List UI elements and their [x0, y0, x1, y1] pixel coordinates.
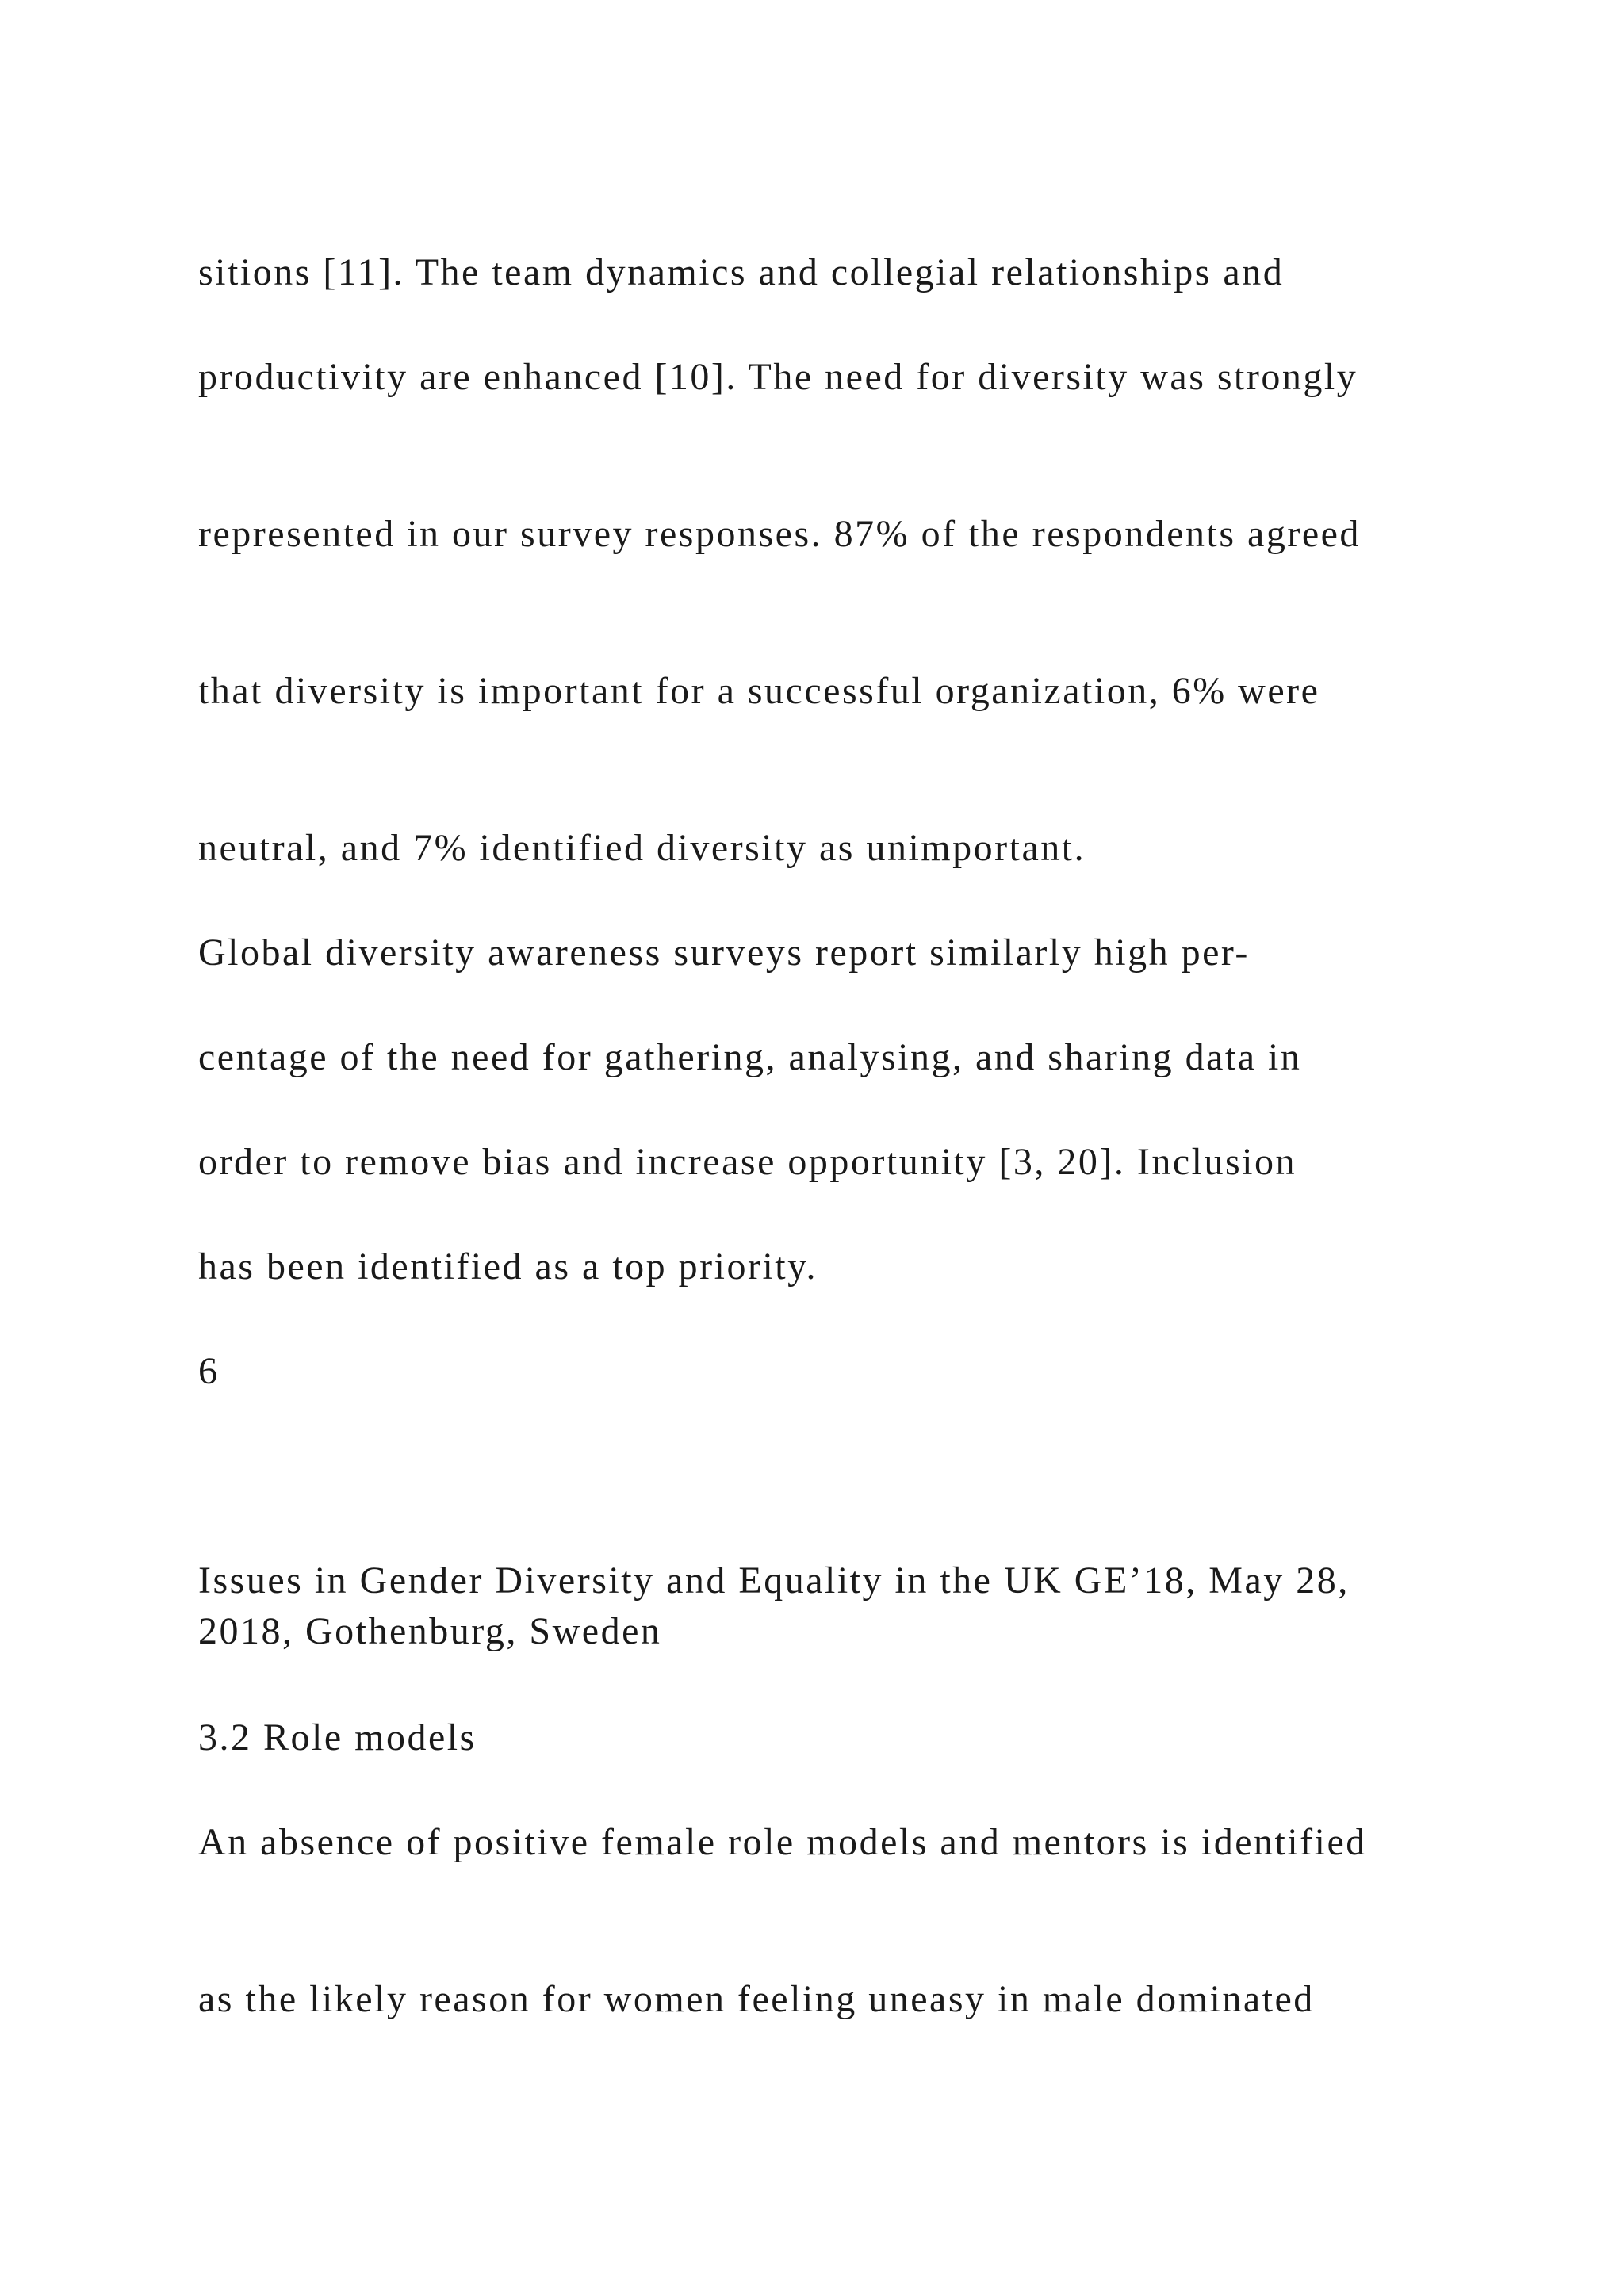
- body-text-line: that diversity is important for a successful organization, 6% were: [198, 670, 1320, 712]
- page-number: 6: [198, 1350, 220, 1392]
- body-text-line: represented in our survey responses. 87% of the respondents agreed: [198, 513, 1361, 555]
- body-text-line: productivity are enhanced [10]. The need for diversity was strongly: [198, 356, 1358, 398]
- body-text-line: sitions [11]. The team dynamics and collegial relationships and: [198, 251, 1285, 293]
- body-text-line: order to remove bias and increase opportunity [3, 20]. Inclusion: [198, 1141, 1297, 1183]
- body-text-line: An absence of positive female role models and mentors is identified: [198, 1821, 1367, 1863]
- body-text-line: as the likely reason for women feeling uneasy in male dominated: [198, 1978, 1315, 2020]
- body-text-line: neutral, and 7% identified diversity as unimportant.: [198, 827, 1086, 869]
- body-text-line: has been identified as a top priority.: [198, 1246, 818, 1288]
- section-heading: 3.2 Role models: [198, 1716, 477, 1758]
- body-text-line: centage of the need for gathering, analysing, and sharing data in: [198, 1036, 1302, 1078]
- running-header: Issues in Gender Diversity and Equality in the UK GE’18, May 28, 2018, Gothenburg, Sweden: [198, 1559, 1350, 1652]
- body-text-line: Global diversity awareness surveys report similarly high per-: [198, 932, 1250, 974]
